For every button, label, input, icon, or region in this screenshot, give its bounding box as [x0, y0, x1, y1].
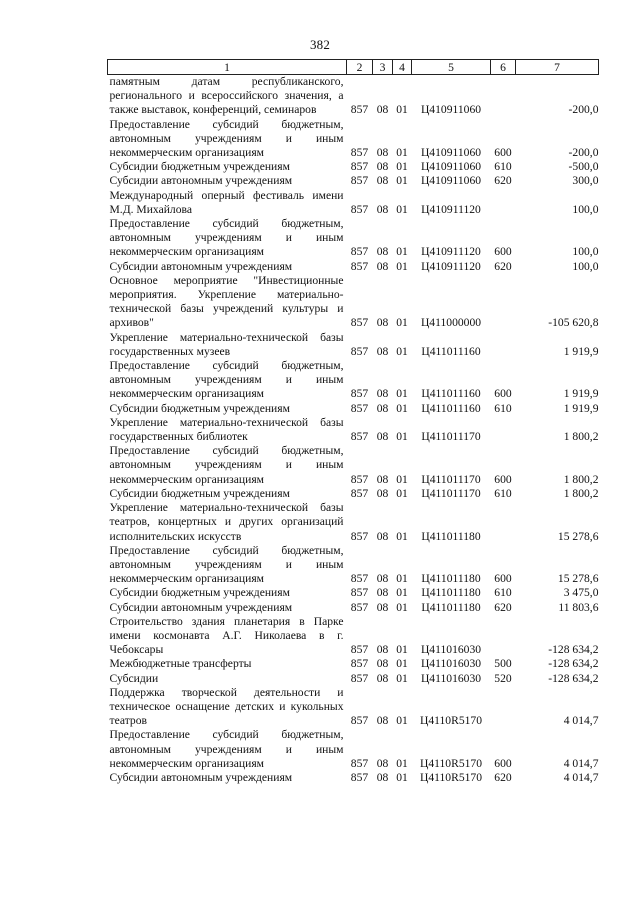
row-code-target: Ц410911120 — [421, 202, 481, 216]
row-code-section: 08 — [376, 316, 389, 330]
row-amount: 100,0 — [572, 202, 599, 216]
row-code-expense-type — [491, 686, 516, 729]
row-name: Предоставление субсидий бюджетным, автономным учреждениям и иным некоммерческим организациям — [109, 117, 344, 160]
row-name: Субсидии автономным учреждениям — [109, 770, 293, 784]
table-row — [108, 359, 599, 402]
row-code-subsection: 01 — [396, 202, 408, 216]
row-amount: 1 919,9 — [563, 344, 599, 358]
row-code-subsection: 01 — [396, 472, 408, 486]
table-row — [108, 118, 599, 161]
row-code-target: Ц411011170 — [421, 486, 481, 500]
row-code-expense-type — [491, 416, 516, 444]
row-code-expense-type: 600 — [494, 146, 512, 160]
table-row — [108, 331, 599, 359]
table-row — [108, 274, 599, 331]
row-code-section: 08 — [376, 472, 389, 486]
column-header: 4 — [393, 60, 412, 75]
table-row — [108, 402, 599, 416]
row-code-target: Ц410911060 — [420, 174, 482, 188]
row-code-admin: 857 — [350, 529, 369, 543]
row-code-expense-type: 610 — [494, 160, 512, 174]
table-row — [108, 416, 599, 444]
row-code-section: 08 — [376, 387, 389, 401]
row-code-section: 08 — [376, 174, 389, 188]
row-code-section: 08 — [376, 572, 389, 586]
row-code-section: 08 — [376, 401, 389, 415]
row-amount: 1 800,2 — [563, 472, 599, 486]
row-code-expense-type — [491, 274, 516, 331]
row-code-admin: 857 — [350, 245, 369, 259]
column-header: 7 — [516, 60, 599, 75]
row-name: Поддержка творческой деятельности и техническое оснащение детских и кукольных театров — [109, 685, 344, 728]
row-code-expense-type: 520 — [494, 671, 512, 685]
row-code-expense-type — [491, 189, 516, 217]
row-code-section: 08 — [376, 259, 389, 273]
row-code-target: Ц411011160 — [421, 401, 481, 415]
row-amount: 100,0 — [572, 245, 599, 259]
table-row — [108, 771, 599, 785]
row-code-target: Ц410911120 — [421, 245, 481, 259]
row-code-admin: 857 — [350, 146, 369, 160]
table-row — [108, 217, 599, 260]
row-name: Субсидии бюджетным учреждениям — [109, 486, 290, 500]
row-code-subsection: 01 — [396, 643, 408, 657]
table-row — [108, 75, 599, 118]
table-row — [108, 501, 599, 544]
row-code-subsection: 01 — [396, 756, 408, 770]
row-code-admin: 857 — [350, 600, 369, 614]
row-amount: 1 919,9 — [563, 387, 599, 401]
row-name: Субсидии — [109, 671, 159, 685]
row-code-subsection: 01 — [396, 259, 408, 273]
row-amount: 3 475,0 — [563, 586, 599, 600]
table-row — [108, 160, 599, 174]
table-row — [108, 544, 599, 587]
row-code-expense-type: 620 — [494, 770, 512, 784]
row-code-target: Ц411016030 — [420, 643, 482, 657]
row-code-section: 08 — [376, 486, 389, 500]
row-name: Укрепление материально-технической базы театров, концертных и других организаций исполнительских искусств — [109, 501, 344, 543]
page-number: 382 — [309, 37, 331, 52]
table-row — [108, 444, 599, 487]
budget-table — [107, 59, 599, 785]
row-code-subsection: 01 — [396, 316, 408, 330]
table-row — [108, 260, 599, 274]
row-amount: -128 634,2 — [548, 643, 599, 657]
row-name: Основное мероприятие "Инвестиционные мероприятия. Укрепление материально-технической базы учреждений культуры и архивов" — [109, 273, 344, 330]
row-name: Субсидии автономным учреждениям — [109, 600, 293, 614]
column-header: 6 — [491, 60, 516, 75]
row-name: Субсидии бюджетным учреждениям — [109, 401, 290, 415]
row-code-target: Ц410911060 — [420, 103, 482, 117]
row-code-expense-type: 610 — [494, 401, 512, 415]
row-code-subsection: 01 — [396, 160, 408, 174]
row-code-subsection: 01 — [396, 387, 408, 401]
row-code-admin: 857 — [350, 174, 369, 188]
row-code-subsection: 01 — [396, 430, 408, 444]
row-code-admin: 857 — [350, 387, 369, 401]
row-amount: 300,0 — [572, 174, 599, 188]
row-amount: 15 278,6 — [557, 529, 599, 543]
table-row — [108, 615, 599, 658]
column-header: 1 — [108, 60, 347, 75]
row-code-section: 08 — [376, 146, 389, 160]
row-code-subsection: 01 — [396, 671, 408, 685]
row-name: Субсидии автономным учреждениям — [109, 259, 293, 273]
row-amount: 4 014,7 — [563, 714, 599, 728]
row-amount: -105 620,8 — [548, 316, 599, 330]
row-code-target: Ц410911060 — [420, 146, 482, 160]
row-code-expense-type: 600 — [494, 472, 512, 486]
row-amount: 1 919,9 — [563, 401, 599, 415]
row-amount: -128 634,2 — [548, 657, 599, 671]
row-code-admin: 857 — [350, 344, 369, 358]
row-code-target: Ц410911060 — [420, 160, 482, 174]
row-code-expense-type — [491, 75, 516, 118]
row-code-target: Ц4110R5170 — [419, 714, 483, 728]
table-row — [108, 174, 599, 188]
row-code-subsection: 01 — [396, 103, 408, 117]
row-amount: 15 278,6 — [557, 572, 599, 586]
row-code-target: Ц411011180 — [421, 600, 481, 614]
row-code-expense-type: 600 — [494, 245, 512, 259]
row-code-section: 08 — [376, 529, 389, 543]
row-code-admin: 857 — [350, 103, 369, 117]
row-code-subsection: 01 — [396, 657, 408, 671]
row-code-section: 08 — [376, 643, 389, 657]
row-name: Субсидии бюджетным учреждениям — [109, 586, 290, 600]
row-code-admin: 857 — [350, 430, 369, 444]
row-code-target: Ц411000000 — [420, 316, 482, 330]
row-code-admin: 857 — [350, 259, 369, 273]
row-code-section: 08 — [376, 586, 389, 600]
row-code-admin: 857 — [350, 756, 369, 770]
row-code-target: Ц4110R5170 — [419, 770, 483, 784]
row-code-section: 08 — [376, 671, 389, 685]
row-code-subsection: 01 — [396, 401, 408, 415]
row-code-expense-type: 620 — [494, 174, 512, 188]
row-code-target: Ц411011180 — [421, 572, 481, 586]
row-code-expense-type: 620 — [494, 600, 512, 614]
row-code-expense-type: 500 — [494, 657, 512, 671]
row-code-admin: 857 — [350, 486, 369, 500]
row-code-section: 08 — [376, 430, 389, 444]
row-name: Межбюджетные трансферты — [109, 657, 252, 671]
row-code-admin: 857 — [350, 657, 369, 671]
table-row — [108, 586, 599, 600]
row-code-section: 08 — [376, 657, 389, 671]
row-name: Строительство здания планетария в Парке имени космонавта А.Г. Николаева в г. Чебоксары — [109, 614, 344, 657]
row-code-expense-type: 610 — [494, 586, 512, 600]
row-name: Субсидии автономным учреждениям — [109, 174, 293, 188]
row-code-target: Ц411011170 — [421, 472, 481, 486]
row-code-expense-type — [491, 615, 516, 658]
table-header-row — [108, 60, 599, 75]
row-code-section: 08 — [376, 202, 389, 216]
row-amount: -500,0 — [568, 160, 599, 174]
row-name: Предоставление субсидий бюджетным, автономным учреждениям и иным некоммерческим организациям — [109, 217, 344, 259]
row-code-expense-type: 600 — [494, 572, 512, 586]
row-code-target: Ц411016030 — [420, 671, 482, 685]
row-code-section: 08 — [376, 160, 389, 174]
row-code-expense-type: 610 — [494, 486, 512, 500]
row-code-admin: 857 — [350, 671, 369, 685]
row-code-subsection: 01 — [396, 486, 408, 500]
table-row — [108, 672, 599, 686]
row-amount: 4 014,7 — [563, 770, 599, 784]
row-code-subsection: 01 — [396, 344, 408, 358]
row-name: Укрепление материально-технической базы государственных библиотек — [109, 415, 344, 444]
row-code-target: Ц411011160 — [421, 387, 481, 401]
row-amount: 4 014,7 — [563, 756, 599, 770]
row-code-admin: 857 — [350, 316, 369, 330]
row-code-target: Ц411011180 — [421, 529, 481, 543]
row-amount: -128 634,2 — [548, 671, 599, 685]
row-amount: -200,0 — [568, 103, 599, 117]
row-name: Укрепление материально-технической базы государственных музеев — [109, 330, 344, 358]
table-row — [108, 601, 599, 615]
row-name: Предоставление субсидий бюджетным, автономным учреждениям и иным некоммерческим организациям — [109, 359, 344, 401]
column-header: 5 — [412, 60, 491, 75]
row-code-target: Ц411016030 — [420, 657, 482, 671]
row-name: памятным датам республиканского, регионального и всероссийского значения, а также выставок, конференций, семинаров — [109, 75, 344, 117]
row-code-expense-type: 600 — [494, 387, 512, 401]
row-code-section: 08 — [376, 770, 389, 784]
row-code-admin: 857 — [350, 770, 369, 784]
row-code-subsection: 01 — [396, 245, 408, 259]
row-code-admin: 857 — [350, 160, 369, 174]
row-name: Предоставление субсидий бюджетным, автономным учреждениям и иным некоммерческим организациям — [109, 543, 344, 586]
row-code-target: Ц411011180 — [421, 586, 481, 600]
row-amount: 100,0 — [572, 259, 599, 273]
row-name: Субсидии бюджетным учреждениям — [109, 160, 290, 174]
row-code-expense-type: 620 — [494, 259, 512, 273]
row-amount: -200,0 — [568, 146, 599, 160]
row-code-subsection: 01 — [396, 174, 408, 188]
row-code-target: Ц411011170 — [421, 430, 481, 444]
row-code-target: Ц411011160 — [421, 344, 481, 358]
row-code-admin: 857 — [350, 586, 369, 600]
table-row — [108, 189, 599, 217]
row-code-expense-type: 600 — [494, 756, 512, 770]
table-row — [108, 487, 599, 501]
row-code-subsection: 01 — [396, 146, 408, 160]
row-amount: 1 800,2 — [563, 430, 599, 444]
row-code-subsection: 01 — [396, 586, 408, 600]
row-code-expense-type — [491, 331, 516, 359]
row-code-section: 08 — [376, 245, 389, 259]
column-header: 3 — [373, 60, 393, 75]
row-code-section: 08 — [376, 103, 389, 117]
row-code-section: 08 — [376, 600, 389, 614]
row-amount: 11 803,6 — [558, 600, 599, 614]
row-code-section: 08 — [376, 344, 389, 358]
row-code-admin: 857 — [350, 643, 369, 657]
table-row — [108, 686, 599, 729]
row-code-section: 08 — [376, 756, 389, 770]
row-code-admin: 857 — [350, 472, 369, 486]
row-code-admin: 857 — [350, 714, 369, 728]
column-header: 2 — [347, 60, 373, 75]
row-code-admin: 857 — [350, 572, 369, 586]
row-name: Международный оперный фестиваль имени М.Д. Михайлова — [109, 188, 344, 216]
row-code-expense-type — [491, 501, 516, 544]
row-code-admin: 857 — [350, 401, 369, 415]
row-code-target: Ц410911120 — [421, 259, 481, 273]
row-code-subsection: 01 — [396, 714, 408, 728]
row-code-subsection: 01 — [396, 600, 408, 614]
table-row — [108, 657, 599, 671]
row-code-admin: 857 — [350, 202, 369, 216]
row-code-subsection: 01 — [396, 770, 408, 784]
row-code-subsection: 01 — [396, 529, 408, 543]
table-row — [108, 728, 599, 771]
row-name: Предоставление субсидий бюджетным, автономным учреждениям и иным некоммерческим организациям — [109, 444, 344, 486]
row-amount: 1 800,2 — [563, 486, 599, 500]
row-name: Предоставление субсидий бюджетным, автономным учреждениям и иным некоммерческим организациям — [109, 728, 344, 770]
row-code-section: 08 — [376, 714, 389, 728]
row-code-subsection: 01 — [396, 572, 408, 586]
row-code-target: Ц4110R5170 — [419, 756, 483, 770]
